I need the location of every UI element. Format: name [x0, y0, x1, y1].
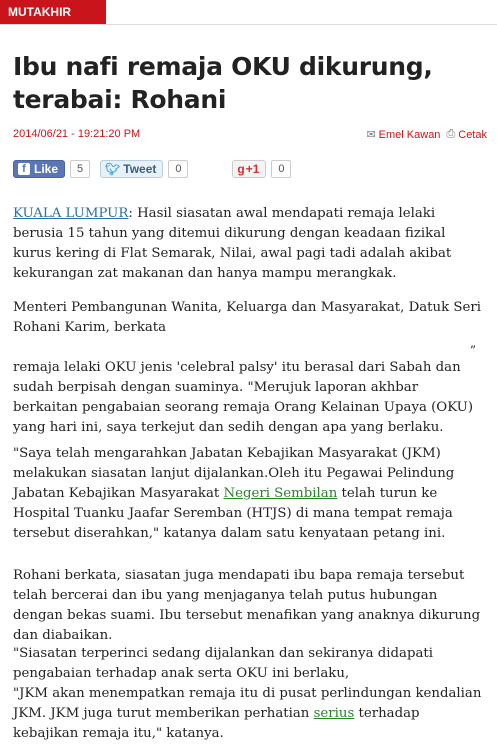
tweet-count: 0 — [168, 160, 188, 178]
print-label: Cetak — [458, 128, 487, 141]
article-title: Ibu nafi remaja OKU dikurung, terabai: Rohani — [13, 52, 433, 114]
article-meta — [13, 128, 487, 144]
share-bar — [13, 159, 291, 179]
printer-icon: ⎙ — [446, 128, 456, 140]
article-timestamp: 2014/06/21 - 19:21:20 PM — [13, 128, 141, 140]
paragraph-1-text: : Hasil siasatan awal mendapati remaja lelaki berusia 15 tahun yang ditemui dikurung dengan keadaan fizikal kurus kering di Flat Semarak, Nilai, awal pagi tadi adalah akibat kekurangan zat makanan dan hanya mampu merangkak. — [13, 206, 452, 281]
section-label: MUTAKHIR — [0, 0, 106, 24]
print-link[interactable] — [446, 128, 487, 141]
google-plus-button[interactable] — [232, 160, 266, 178]
google-plus-icon: g — [237, 162, 245, 176]
gplus-count: 0 — [271, 160, 291, 178]
negeri-sembilan-link[interactable]: Negeri Sembilan — [223, 486, 338, 501]
paragraph-4-before: "Saya telah mengarahkan Jabatan Kebajikan Masyarakat (JKM) melakukan siasatan lanjut dijalankan.Oleh itu Pegawai Pelindung Jabatan Kebajikan Masyarakat — [13, 446, 455, 501]
article-paragraph-2: Menteri Pembangunan Wanita, Keluarga dan Masyarakat, Datuk Seri Rohani Karim, berkata — [13, 300, 481, 335]
paragraph-7-after: terhadap kebajikan remaja itu," katanya. — [13, 706, 420, 741]
section-header — [0, 0, 497, 27]
envelope-icon: ✉ — [366, 129, 376, 141]
article-paragraph-1 — [13, 204, 487, 284]
paragraph-4-after: telah turun ke Hospital Tuanku Jaafar Seremban (HTJS) di mana tempat remaja tersebut diserahkan," katanya dalam satu kenyataan petang ini. — [13, 486, 453, 541]
paragraph-7-before: "JKM akan menempatkan remaja itu di pusat perlindungan kendalian JKM. JKM juga turut memberikan perhatian — [13, 686, 482, 721]
section-divider — [0, 24, 497, 25]
facebook-icon: f — [18, 163, 30, 175]
article-paragraph-4 — [13, 444, 487, 544]
tweet-button[interactable] — [100, 160, 163, 178]
serius-link[interactable]: serius — [313, 706, 355, 721]
like-label: Like — [34, 162, 59, 176]
article-paragraph-5: Rohani berkata, siasatan juga mendapati ibu bapa remaja tersebut telah bercerai dan ibu yang menjaganya telah putus hubungan dengan bekas suami. Ibu tersebut menafikan yang anaknya dikurung dan diabaikan. — [13, 568, 481, 643]
like-count: 5 — [70, 160, 90, 178]
email-friend-label: Emel Kawan — [378, 128, 441, 141]
facebook-like-button[interactable] — [13, 160, 65, 178]
article-paragraph-6: "Siasatan terperinci sedang dijalankan dan sekiranya didapati pengabaian terhadap anak serta OKU ini berlaku, — [13, 646, 434, 681]
article-tools — [366, 128, 487, 141]
location-link[interactable]: KUALA LUMPUR — [13, 206, 129, 221]
stray-mark: „ — [470, 336, 477, 350]
email-friend-link[interactable] — [366, 128, 440, 141]
article-paragraph-3: remaja lelaki OKU jenis 'celebral palsy' itu berasal dari Sabah dan sudah berpisah dengan suaminya. "Merujuk laporan akhbar berkaitan pengabaian seorang remaja Orang Kelainan Upaya (OKU) yang hari ini, saya terkejut dan sedih dengan apa yang berlaku. — [13, 360, 474, 435]
gplus-label: +1 — [245, 162, 260, 176]
twitter-bird-icon: 🐦︎ — [105, 162, 121, 176]
tweet-label: Tweet — [123, 162, 157, 176]
article-paragraph-7 — [13, 684, 487, 744]
